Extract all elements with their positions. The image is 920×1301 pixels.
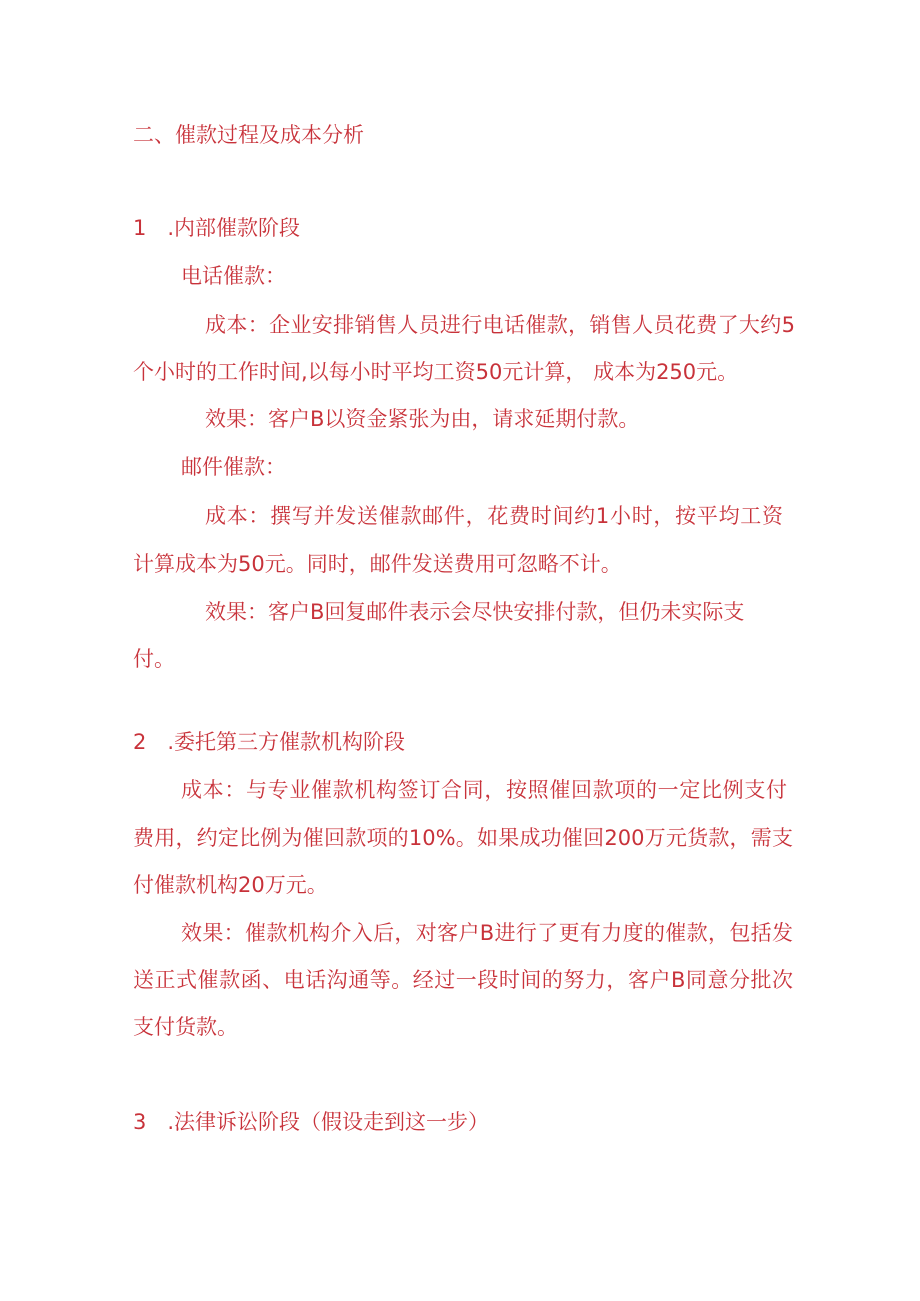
stage1-heading: 1 .内部催款阶段 <box>133 216 301 240</box>
agency-cost-line-3: 付催款机构20万元。 <box>133 873 328 897</box>
phone-effect: 效果：客户B以资金紧张为由，请求延期付款。 <box>205 407 640 431</box>
phone-cost-line-2: 个小时的工作时间,以每小时平均工资50元计算， 成本为250元。 <box>133 360 739 384</box>
phone-collection-label: 电话催款： <box>181 264 286 288</box>
phone-cost-line-1: 成本：企业安排销售人员进行电话催款，销售人员花费了大约5 <box>205 313 795 337</box>
email-cost-line-1: 成本：撰写并发送催款邮件，花费时间约1小时，按平均工资 <box>205 504 783 528</box>
stage2-heading: 2 .委托第三方催款机构阶段 <box>133 730 406 754</box>
email-collection-label: 邮件催款： <box>181 455 286 479</box>
agency-effect-line-3: 支付货款。 <box>133 1015 238 1039</box>
stage3-heading: 3 .法律诉讼阶段（假设走到这一步） <box>133 1110 490 1134</box>
agency-cost-line-2: 费用，约定比例为催回款项的10%。如果成功催回200万元货款，需支 <box>133 826 793 850</box>
email-effect-line-2: 付。 <box>133 647 175 671</box>
email-effect-line-1: 效果：客户B回复邮件表示会尽快安排付款，但仍未实际支 <box>205 600 745 624</box>
agency-effect-line-2: 送正式催款函、电话沟通等。经过一段时间的努力，客户B同意分批次 <box>133 968 793 992</box>
section-title: 二、催款过程及成本分析 <box>133 123 364 147</box>
email-cost-line-2: 计算成本为50元。同时，邮件发送费用可忽略不计。 <box>133 552 622 576</box>
agency-effect-line-1: 效果：催款机构介入后，对客户B进行了更有力度的催款，包括发 <box>181 921 793 945</box>
agency-cost-line-1: 成本：与专业催款机构签订合同，按照催回款项的一定比例支付 <box>181 778 787 802</box>
